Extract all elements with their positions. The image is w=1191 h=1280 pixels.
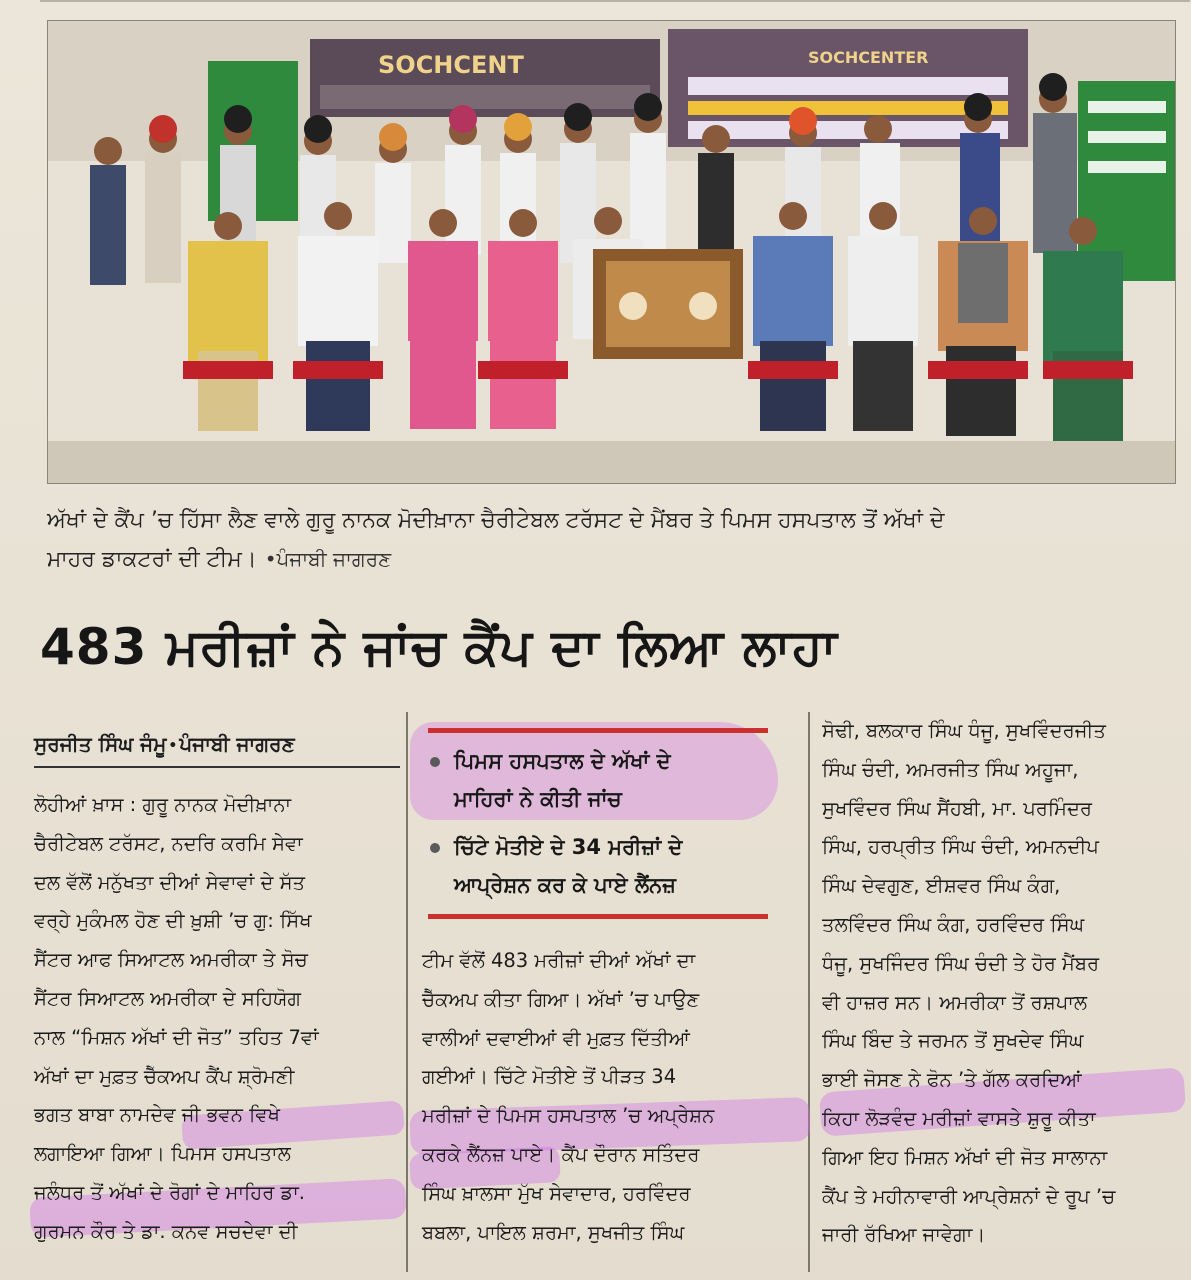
- headline: 483 ਮਰੀਜ਼ਾਂ ਨੇ ਜਾਂਚ ਕੈਂਪ ਦਾ ਲਿਆ ਲਾਹਾ: [40, 618, 838, 676]
- group-photo-illustration: [48, 21, 1175, 483]
- highlight-1-line-2: ਮਾਹਿਰਾਂ ਨੇ ਕੀਤੀ ਜਾਂਚ: [454, 787, 622, 811]
- col3-line: ਵੀ ਹਾਜ਼ਰ ਸਨ। ਅਮਰੀਕਾ ਤੋਂ ਰਸ਼ਪਾਲ: [822, 990, 1088, 1014]
- highlight-bullet-1: [430, 742, 780, 818]
- caption-line-1: ਅੱਖਾਂ ਦੇ ਕੈਂਪ ’ਚ ਹਿੱਸਾ ਲੈਣ ਵਾਲੇ ਗੁਰੂ ਨਾਨਕ ਮੋਦੀਖ਼ਾਨਾ ਚੈਰੀਟੇਬਲ ਟਰੱਸਟ ਦੇ ਮੈਂਬਰ ਤੇ ਪਿਮਸ ਹਸਪਤਾਲ ਤੋਂ ਅੱਖਾਂ ਦੇ: [47, 508, 945, 533]
- col1-line: ਦਲ ਵੱਲੋਂ ਮਨੁੱਖਤਾ ਦੀਆਂ ਸੇਵਾਵਾਂ ਦੇ ਸੱਤ: [34, 870, 306, 894]
- col1-line: ਨਾਲ “ਮਿਸ਼ਨ ਅੱਖਾਂ ਦੀ ਜੋਤ” ਤਹਿਤ 7ਵਾਂ: [34, 1025, 319, 1049]
- article-column-3: [822, 712, 1188, 1255]
- col1-line: ਲਗਾਇਆ ਗਿਆ। ਪਿਮਸ ਹਸਪਤਾਲ: [34, 1142, 291, 1166]
- col1-line: ਲੋਹੀਆਂ ਖ਼ਾਸ : ਗੁਰੂ ਨਾਨਕ ਮੋਦੀਖ਼ਾਨਾ: [34, 793, 292, 816]
- banner-right-text: SOCHCENTER: [808, 48, 929, 67]
- col3-line: ਗਿਆ ਇਹ ਮਿਸ਼ਨ ਅੱਖਾਂ ਦੀ ਜੋਤ ਸਾਲਾਨਾ: [822, 1145, 1108, 1169]
- col3-line: ਸਿੰਘ ਬਿੰਦ ਤੇ ਜਰਮਨ ਤੋਂ ਸੁਖਦੇਵ ਸਿੰਘ: [822, 1029, 1084, 1053]
- bullet-dot-icon: [430, 757, 440, 767]
- article-column-1: [34, 786, 402, 1252]
- bullets-top-rule: [428, 728, 768, 733]
- col3-line: ਧੰਜੂ, ਸੁਖਜਿੰਦਰ ਸਿੰਘ ਚੰਦੀ ਤੇ ਹੋਰ ਮੈਂਬਰ: [822, 951, 1100, 975]
- col3-line: ਸੋਢੀ, ਬਲਕਾਰ ਸਿੰਘ ਧੰਜੂ, ਸੁਖਵਿੰਦਰਜੀਤ: [822, 719, 1106, 742]
- col2-line: ਚੈੱਕਅਪ ਕੀਤਾ ਗਿਆ। ਅੱਖਾਂ ’ਚ ਪਾਉਣ: [422, 987, 700, 1011]
- col1-line: ਸੈਂਟਰ ਸਿਆਟਲ ਅਮਰੀਕਾ ਦੇ ਸਹਿਯੋਗ: [34, 986, 302, 1010]
- col3-line: ਸਿੰਘ, ਹਰਪ੍ਰੀਤ ਸਿੰਘ ਚੰਦੀ, ਅਮਨਦੀਪ: [822, 835, 1099, 859]
- col3-line: ਸੁਖਵਿੰਦਰ ਸਿੰਘ ਸੈਂਹਬੀ, ਮਾ. ਪਰਮਿੰਦਰ: [822, 796, 1092, 820]
- col2-line: ਟੀਮ ਵੱਲੋਂ 483 ਮਰੀਜ਼ਾਂ ਦੀਆਂ ਅੱਖਾਂ ਦਾ: [422, 949, 696, 972]
- col3-line: ਕੈਂਪ ਤੇ ਮਹੀਨਾਵਾਰੀ ਆਪ੍ਰੇਸ਼ਨਾਂ ਦੇ ਰੂਪ ’ਚ: [822, 1184, 1116, 1208]
- col2-line: ਕਰਕੇ ਲੈਂਨਜ਼ ਪਾਏ। ਕੈਂਪ ਦੌਰਾਨ ਸਤਿੰਦਰ: [422, 1142, 700, 1166]
- col2-line: ਬਬਲਾ, ਪਾਇਲ ਸ਼ਰਮਾ, ਸੁਖਜੀਤ ਸਿੰਘ: [422, 1220, 685, 1244]
- byline-paper: ਪੰਜਾਬੀ ਜਾਗਰਣ: [179, 732, 295, 756]
- byline-separator: •: [168, 737, 178, 754]
- col3-line: ਤਲਵਿੰਦਰ ਸਿੰਘ ਕੰਗ, ਹਰਵਿੰਦਰ ਸਿੰਘ: [822, 912, 1085, 936]
- col1-line: ਸੈਂਟਰ ਆਫ ਸਿਆਟਲ ਅਮਰੀਕਾ ਤੇ ਸੋਚ: [34, 948, 308, 972]
- photo-caption: [47, 502, 1157, 579]
- col1-line: ਚੈਰੀਟੇਬਲ ਟਰੱਸਟ, ਨਦਰਿ ਕਰਮਿ ਸੇਵਾ: [34, 831, 303, 855]
- col3-line: ਭਾਈ ਜੋਸਣ ਨੇ ਫੋਨ ’ਤੇ ਗੱਲ ਕਰਦਿਆਂ: [822, 1068, 1082, 1092]
- col2-line: ਗਈਆਂ। ਚਿੱਟੇ ਮੋਤੀਏ ਤੋਂ ਪੀੜਤ 34: [422, 1065, 677, 1089]
- col2-line: ਮਰੀਜ਼ਾਂ ਦੇ ਪਿਮਸ ਹਸਪਤਾਲ ’ਚ ਅਪ੍ਰੇਸ਼ਨ: [422, 1104, 715, 1128]
- banner-left-text: SOCHCENT: [378, 51, 524, 79]
- col3-line: ਸਿੰਘ ਚੰਦੀ, ਅਮਰਜੀਤ ਸਿੰਘ ਅਹੂਜਾ,: [822, 757, 1079, 781]
- col1-line: ਵਰ੍ਹੇ ਮੁਕੰਮਲ ਹੋਣ ਦੀ ਖ਼ੁਸ਼ੀ ’ਚ ਗੁ: ਸਿੱਖ: [34, 909, 312, 933]
- group-photo: [47, 20, 1176, 484]
- column-rule-2: [808, 712, 810, 1272]
- highlight-1-line-1: ਪਿਮਸ ਹਸਪਤਾਲ ਦੇ ਅੱਖਾਂ ਦੇ: [454, 749, 671, 773]
- caption-line-2: [47, 540, 1157, 579]
- column-rule-1: [406, 712, 408, 1272]
- byline: [34, 724, 400, 768]
- caption-credit: •ਪੰਜਾਬੀ ਜਾਗਰਣ: [264, 547, 392, 571]
- col3-line: ਜਾਰੀ ਰੱਖਿਆ ਜਾਵੇਗਾ।: [822, 1223, 986, 1247]
- caption-line-2-text: ਮਾਹਰ ਡਾਕਟਰਾਂ ਦੀ ਟੀਮ।: [47, 547, 257, 572]
- highlight-2-line-1: ਚਿੱਟੇ ਮੋਤੀਏ ਦੇ 34 ਮਰੀਜ਼ਾਂ ਦੇ: [454, 835, 683, 859]
- col3-line: ਸਿੰਘ ਦੇਵਗੁਣ, ਈਸ਼ਵਰ ਸਿੰਘ ਕੰਗ,: [822, 874, 1061, 898]
- bullets-bottom-rule: [428, 914, 768, 919]
- top-rule: [40, 0, 1190, 12]
- col1-line: ਅੱਖਾਂ ਦਾ ਮੁਫ਼ਤ ਚੈੱਕਅਪ ਕੈਂਪ ਸ਼੍ਰੋਮਣੀ: [34, 1064, 295, 1088]
- col3-line: ਕਿਹਾ ਲੋੜਵੰਦ ਮਰੀਜ਼ਾਂ ਵਾਸਤੇ ਸ਼ੁਰੂ ਕੀਤਾ: [822, 1106, 1096, 1130]
- col1-line: ਗੁਰਮਨ ਕੌਰ ਤੇ ਡਾ. ਕਨਵ ਸਚਦੇਵਾ ਦੀ: [34, 1219, 298, 1243]
- highlight-2-line-2: ਆਪ੍ਰੇਸ਼ਨ ਕਰ ਕੇ ਪਾਏ ਲੈਂਨਜ਼: [454, 873, 676, 897]
- article-column-2: [422, 942, 802, 1252]
- bullet-dot-icon: [430, 843, 440, 853]
- col1-line: ਭਗਤ ਬਾਬਾ ਨਾਮਦੇਵ ਜੀ ਭਵਨ ਵਿਖੇ: [34, 1103, 280, 1127]
- col2-line: ਵਾਲੀਆਂ ਦਵਾਈਆਂ ਵੀ ਮੁਫ਼ਤ ਦਿੱਤੀਆਂ: [422, 1026, 690, 1050]
- col1-line: ਜਲੰਧਰ ਤੋਂ ਅੱਖਾਂ ਦੇ ਰੋਗਾਂ ਦੇ ਮਾਹਿਰ ਡਾ.: [34, 1180, 306, 1204]
- byline-author: ਸੁਰਜੀਤ ਸਿੰਘ ਜੰਮੂ: [34, 732, 167, 756]
- highlight-bullet-2: [430, 828, 780, 904]
- col2-line: ਸਿੰਘ ਖ਼ਾਲਸਾ ਮੁੱਖ ਸੇਵਾਦਾਰ, ਹਰਵਿੰਦਰ: [422, 1181, 691, 1205]
